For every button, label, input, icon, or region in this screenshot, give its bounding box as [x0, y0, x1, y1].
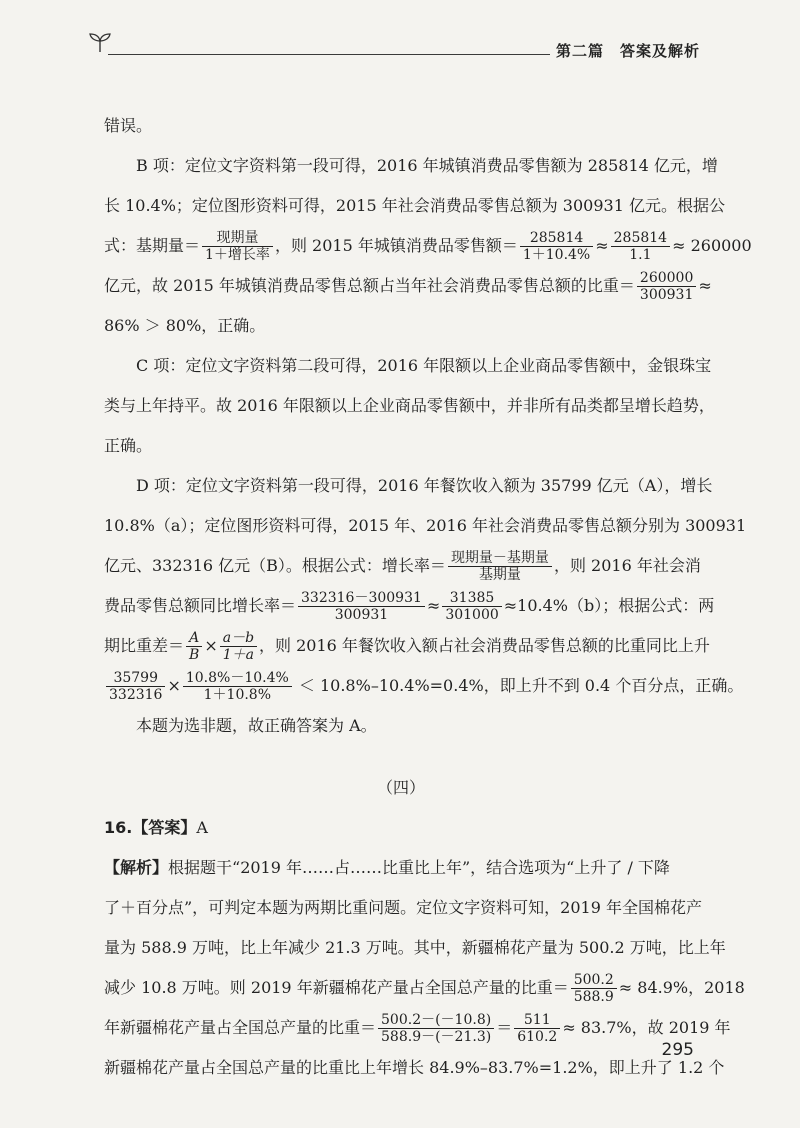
text-segment: 年新疆棉花产量占全国总产量的比重＝: [104, 1018, 377, 1037]
denominator: 301000: [442, 606, 501, 623]
text-segment: ≈ 84.9%，2018: [618, 978, 745, 997]
text-segment: ，则 2015 年城镇消费品零售额＝: [274, 236, 518, 255]
text-line: 了＋百分点”，可判定本题为两期比重问题。定位文字资料可知，2019 年全国棉花产: [104, 898, 702, 917]
denominator: 基期量: [448, 566, 552, 583]
text-segment: ≈ 83.7%，故 2019 年: [562, 1018, 731, 1037]
section-title: 第二篇 答案及解析: [555, 42, 700, 60]
formula-line: [104, 666, 744, 706]
fraction: [514, 1012, 560, 1045]
numerator: a－b: [222, 630, 255, 646]
text-line: 错误。: [104, 116, 153, 135]
section-heading: （四）: [376, 778, 425, 797]
numerator: A: [189, 630, 200, 646]
fraction: [202, 230, 273, 263]
numerator: 500.2: [573, 972, 614, 988]
numerator: 332316－300931: [301, 590, 422, 606]
formula-line: [104, 968, 745, 1008]
text-segment: 亿元、332316 亿元（B）。根据公式：增长率＝: [104, 556, 446, 575]
numerator: 260000: [639, 270, 694, 286]
text-line: D 项：定位文字资料第一段可得，2016 年餐饮收入额为 35799 亿元（A），增长: [136, 476, 713, 495]
formula-line: [104, 546, 701, 586]
numerator: 现期量－基期量: [450, 550, 549, 566]
formula-line: [104, 626, 710, 666]
denominator: 300931: [637, 286, 696, 303]
text-segment: ≈ 260000: [672, 236, 752, 255]
text-segment: ≈: [595, 236, 609, 255]
header-rule: [108, 54, 550, 55]
denominator: 588.9－(－21.3): [378, 1028, 494, 1045]
numerator: 511: [523, 1012, 551, 1028]
fraction: [183, 670, 292, 703]
text-segment: 费品零售总额同比增长率＝: [104, 596, 297, 615]
answer-line: [104, 808, 698, 848]
denominator: 332316: [106, 686, 165, 703]
text-segment: 减少 10.8 万吨。则 2019 年新疆棉花产量占全国总产量的比重＝: [104, 978, 569, 997]
answer-label: 16.【答案】: [104, 818, 197, 837]
fraction: [378, 1012, 494, 1045]
denominator: 588.9: [571, 988, 617, 1005]
fraction: [106, 670, 165, 703]
text-segment: ≈: [426, 596, 441, 615]
fraction: [186, 630, 202, 663]
text-segment: ，则 2016 年餐饮收入额占社会消费品零售总额的比重同比上升: [259, 636, 710, 655]
text-segment: ×: [167, 676, 181, 695]
text-segment: ，则 2016 年社会消: [553, 556, 701, 575]
page-number: 295: [661, 1040, 694, 1060]
denominator: 300931: [298, 606, 425, 623]
text-line: 新疆棉花产量占全国总产量的比重比上年增长 84.9%–83.7%=1.2%，即上升了 1.2 个: [104, 1058, 725, 1077]
formula-line: [104, 586, 715, 626]
fraction: [298, 590, 425, 623]
text-line: B 项：定位文字资料第一段可得，2016 年城镇消费品零售额为 285814 亿元，增: [136, 156, 718, 175]
fraction: [520, 230, 593, 263]
numerator: 500.2－(－10.8): [381, 1012, 492, 1028]
fraction: [637, 270, 696, 303]
numerator: 285814: [613, 230, 668, 246]
text-segment: ＜ 10.8%–10.4%=0.4%，即上升不到 0.4 个百分点，正确。: [293, 676, 744, 695]
text-line: 正确。: [104, 436, 153, 455]
text-line: 量为 588.9 万吨，比上年减少 21.3 万吨。其中，新疆棉花产量为 500.2 万吨，比上年: [104, 938, 726, 957]
section-spacer: [104, 746, 698, 768]
text-line: 长 10.4%；定位图形资料可得，2015 年社会消费品零售总额为 300931 亿元。根据公: [104, 196, 725, 215]
sprout-icon: [88, 32, 112, 54]
text-segment: ×: [204, 636, 218, 655]
text-segment: 亿元，故 2015 年城镇消费品零售总额占当年社会消费品零售总额的比重＝: [104, 276, 635, 295]
text-segment: 根据题干“2019 年……占……比重比上年”，结合选项为“上升了 / 下降: [168, 858, 670, 877]
text-line: 类与上年持平。故 2016 年限额以上企业商品零售额中，并非所有品类都呈增长趋势，: [104, 396, 715, 415]
denominator: 1＋a: [220, 646, 257, 663]
denominator: 1＋10.4%: [520, 246, 593, 263]
numerator: 10.8%－10.4%: [185, 670, 289, 686]
answer-value: A: [196, 818, 208, 837]
text-line: 10.8%（a）；定位图形资料可得，2015 年、2016 年社会消费品零售总额分别为 300931: [104, 516, 747, 535]
text-line: [104, 848, 698, 888]
denominator: 610.2: [514, 1028, 560, 1045]
formula-line: [104, 226, 752, 266]
denominator: B: [186, 646, 202, 663]
formula-line: [104, 1008, 731, 1048]
text-segment: 式：基期量＝: [104, 236, 201, 255]
fraction: [611, 230, 670, 263]
fraction: [220, 630, 257, 663]
page-header: [88, 30, 700, 70]
text-segment: 期比重差＝: [104, 636, 185, 655]
fraction: [448, 550, 552, 583]
denominator: 1.1: [611, 246, 670, 263]
numerator: 31385: [449, 590, 495, 606]
denominator: 1＋增长率: [202, 246, 273, 263]
text-line: 86% ＞ 80%，正确。: [104, 316, 266, 335]
text-line: C 项：定位文字资料第二段可得，2016 年限额以上企业商品零售额中，金银珠宝: [136, 356, 712, 375]
numerator: 35799: [113, 670, 158, 686]
fraction: [571, 972, 617, 1005]
formula-line: [104, 266, 712, 306]
text-line: 本题为选非题，故正确答案为 A。: [136, 716, 377, 735]
text-segment: ≈: [698, 276, 712, 295]
fraction: [442, 590, 501, 623]
denominator: 1＋10.8%: [183, 686, 292, 703]
text-segment: ＝: [496, 1018, 513, 1037]
numerator: 285814: [529, 230, 584, 246]
page-content: [104, 106, 752, 1088]
numerator: 现期量: [216, 230, 259, 246]
text-segment: ≈10.4%（b）；根据公式：两: [503, 596, 715, 615]
analysis-label: 【解析】: [104, 858, 169, 877]
